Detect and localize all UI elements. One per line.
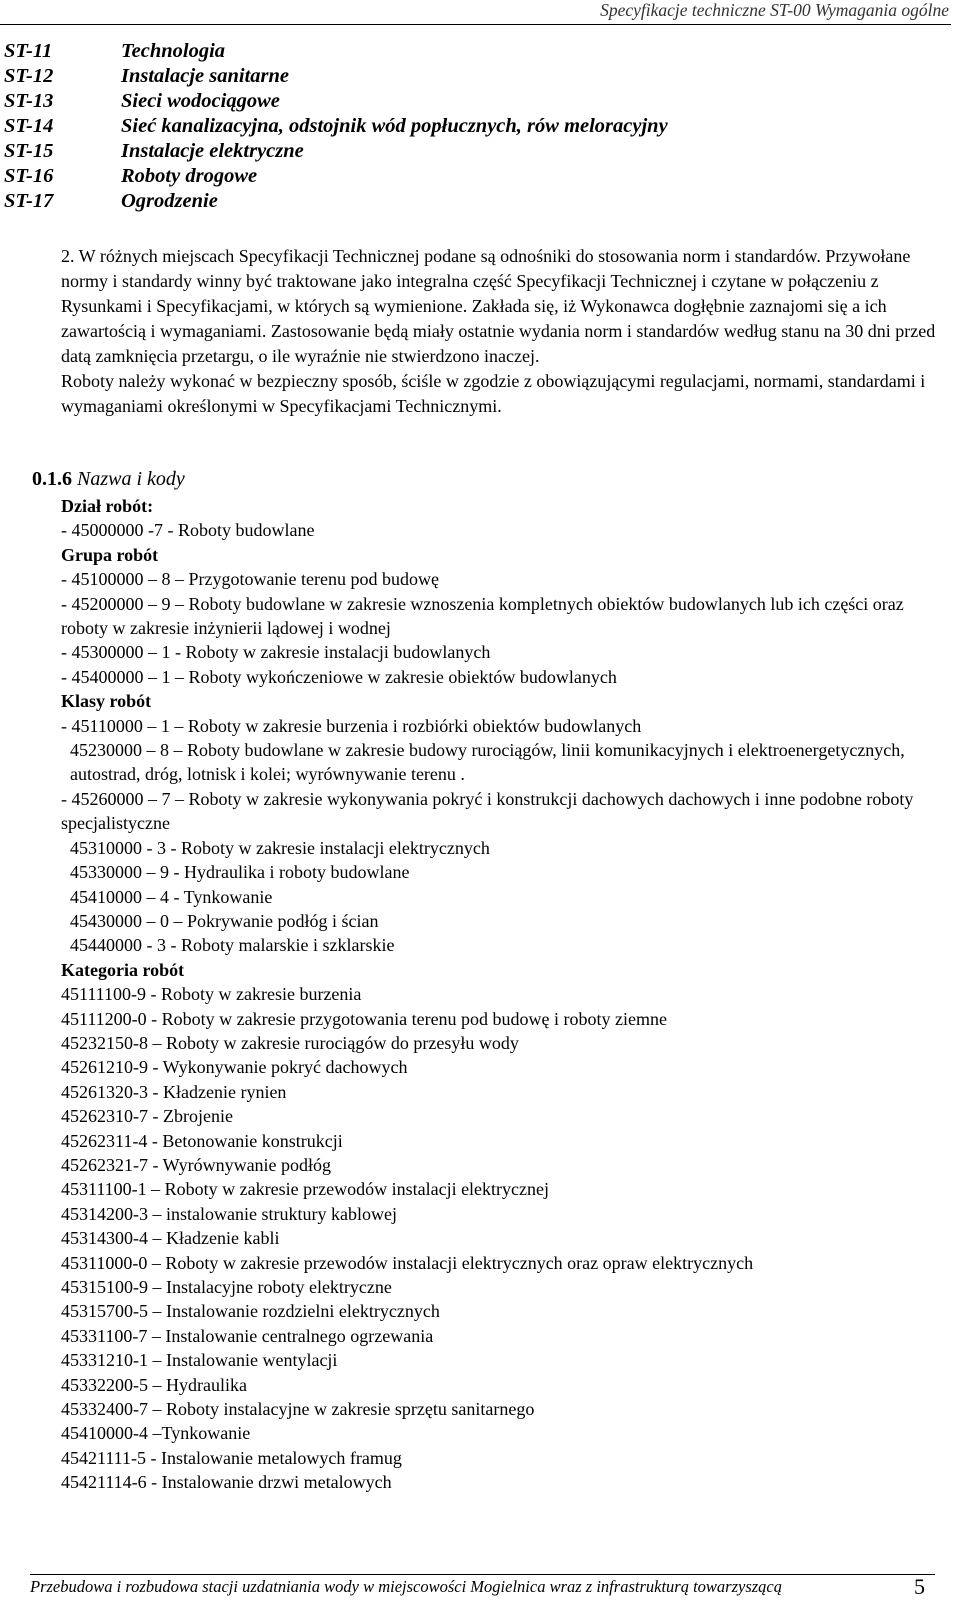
paragraph-safety: Roboty należy wykonać w bezpieczny sposób, ściśle w zgodzie z obowiązującymi regulacjami, normami, standardami i wymaganiami określonymi w Specyfikacjami Technicznymi. [61, 371, 926, 416]
st-item [4, 165, 668, 190]
st-code: ST-11 [4, 40, 53, 62]
page-number: 5 [914, 1574, 925, 1599]
st-name: Sieci wodociągowe [121, 90, 280, 112]
list-item: 45310000 - 3 - Roboty w zakresie instalacji elektrycznych [70, 837, 490, 858]
list-item: - 45200000 – 9 – Roboty budowlane w zakresie wznoszenia kompletnych obiektów budowlanych lub ich części oraz roboty w zakresie inżynierii lądowej i wodnej [61, 593, 904, 639]
st-code: ST-17 [4, 190, 54, 212]
section-title: Nazwa i kody [77, 468, 185, 490]
st-name: Technologia [121, 40, 226, 62]
list-item: 45315100-9 – Instalacyjne roboty elektryczne [61, 1277, 392, 1297]
st-list [4, 40, 668, 215]
list-item: - 45400000 – 1 – Roboty wykończeniowe w zakresie obiektów budowlanych [61, 666, 617, 687]
kategoria-heading: Kategoria robót [61, 959, 185, 980]
list-item: - 45100000 – 8 – Przygotowanie terenu pod budowę [61, 569, 439, 590]
list-item: 45430000 – 0 – Pokrywanie podłóg i ścian [70, 910, 379, 931]
st-name: Ogrodzenie [121, 190, 218, 212]
list-item: 45262321-7 - Wyrównywanie podłóg [61, 1154, 332, 1175]
footer-divider [30, 1574, 935, 1575]
list-item: 45421111-5 - Instalowanie metalowych framug [61, 1447, 402, 1468]
list-item: 45230000 – 8 – Roboty budowlane w zakresie budowy rurociągów, linii komunikacyjnych i elektroenergetycznych, autostrad, dróg, lotnisk i kolei; wyrównywanie terenu . [70, 740, 905, 785]
list-item: 45261210-9 - Wykonywanie pokryć dachowych [61, 1057, 408, 1078]
list-item: 45232150-8 – Roboty w zakresie rurociągów do przesyłu wody [61, 1032, 519, 1053]
list-item: 45111200-0 - Roboty w zakresie przygotowania terenu pod budowę i roboty ziemne [61, 1008, 668, 1029]
st-item [4, 140, 668, 165]
list-item: 45331100-7 – Instalowanie centralnego ogrzewania [61, 1325, 434, 1346]
st-item [4, 115, 668, 140]
list-item: 45331210-1 – Instalowanie wentylacji [61, 1350, 338, 1371]
st-name: Sieć kanalizacyjna, odstojnik wód popłucznych, rów meloracyjny [121, 115, 668, 137]
klasy-heading: Klasy robót [61, 691, 152, 712]
list-item: - 45300000 – 1 - Roboty w zakresie instalacji budowlanych [61, 642, 491, 663]
st-name: Instalacje sanitarne [121, 65, 290, 87]
list-item: 45440000 - 3 - Roboty malarskie i szklarskie [70, 935, 395, 956]
grupa-heading: Grupa robót [61, 544, 159, 565]
list-item: 45332400-7 – Roboty instalacyjne w zakresie sprzętu sanitarnego [61, 1399, 535, 1420]
list-item: 45421114-6 - Instalowanie drzwi metalowych [61, 1472, 392, 1493]
list-item: 45314200-3 – instalowanie struktury kablowej [61, 1203, 397, 1224]
footer-text: Przebudowa i rozbudowa stacji uzdatniania wody w miejscowości Mogielnica wraz z infrastrukturą towarzyszącą [30, 1577, 782, 1596]
section-heading [32, 468, 185, 491]
st-code: ST-15 [4, 140, 54, 162]
st-name: Roboty drogowe [121, 165, 258, 187]
st-name: Instalacje elektryczne [121, 140, 304, 162]
st-item [4, 90, 668, 115]
list-item: 45332200-5 – Hydraulika [61, 1374, 247, 1395]
list-item: - 45110000 – 1 – Roboty w zakresie burzenia i rozbiórki obiektów budowlanych [61, 715, 642, 736]
page-header [0, 0, 951, 25]
st-code: ST-14 [4, 115, 54, 137]
paragraph-norms: 2. W różnych miejscach Specyfikacji Technicznej podane są odnośniki do stosowania norm i standardów. Przywołane normy i standardy winny być traktowane jako integralna część Specyfikacji Technicznej i czytane w połączeniu z Rysunkami i Specyfikacjami, w których są wymienione. Zakłada się, iż Wykonawca dogłębnie zaznajomi się a ich zawartością i wymaganiami. Zastosowanie będą miały ostatnie wydania norm i standardów według stanu na 30 dni przed datą zamknięcia przetargu, o ile wyraźnie nie stwierdzono inaczej. [61, 246, 936, 366]
list-item: 45111100-9 - Roboty w zakresie burzenia [61, 984, 362, 1005]
st-code: ST-12 [4, 65, 54, 87]
list-item: 45262310-7 - Zbrojenie [61, 1106, 233, 1127]
st-item [4, 40, 668, 65]
list-item: 45261320-3 - Kładzenie rynien [61, 1081, 287, 1102]
dzial-heading: Dział robót: [61, 496, 154, 516]
list-item: 45410000 – 4 - Tynkowanie [70, 886, 273, 907]
st-item [4, 65, 668, 90]
list-item: 45410000-4 –Tynkowanie [61, 1423, 251, 1444]
st-item [4, 190, 668, 215]
list-item: 45262311-4 - Betonowanie konstrukcji [61, 1130, 343, 1151]
st-code: ST-16 [4, 165, 54, 187]
header-title: Specyfikacje techniczne ST-00 Wymagania ogólne [600, 0, 949, 20]
list-item: 45311100-1 – Roboty w zakresie przewodów instalacji elektrycznej [61, 1179, 550, 1200]
st-code: ST-13 [4, 90, 54, 112]
codes-list [61, 494, 954, 1495]
list-item: - 45260000 – 7 – Roboty w zakresie wykonywania pokryć i konstrukcji dachowych dachowych i inne podobne roboty specjalistyczne [61, 788, 914, 834]
list-item: 45315700-5 – Instalowanie rozdzielni elektrycznych [61, 1301, 440, 1322]
section-number: 0.1.6 [32, 468, 72, 490]
body-text [61, 244, 954, 419]
list-item: 45311000-0 – Roboty w zakresie przewodów instalacji elektrycznych oraz opraw elektrycznych [61, 1252, 754, 1273]
list-item: - 45000000 -7 - Roboty budowlane [61, 520, 315, 541]
list-item: 45314300-4 – Kładzenie kabli [61, 1228, 280, 1249]
list-item: 45330000 – 9 - Hydraulika i roboty budowlane [70, 862, 410, 883]
